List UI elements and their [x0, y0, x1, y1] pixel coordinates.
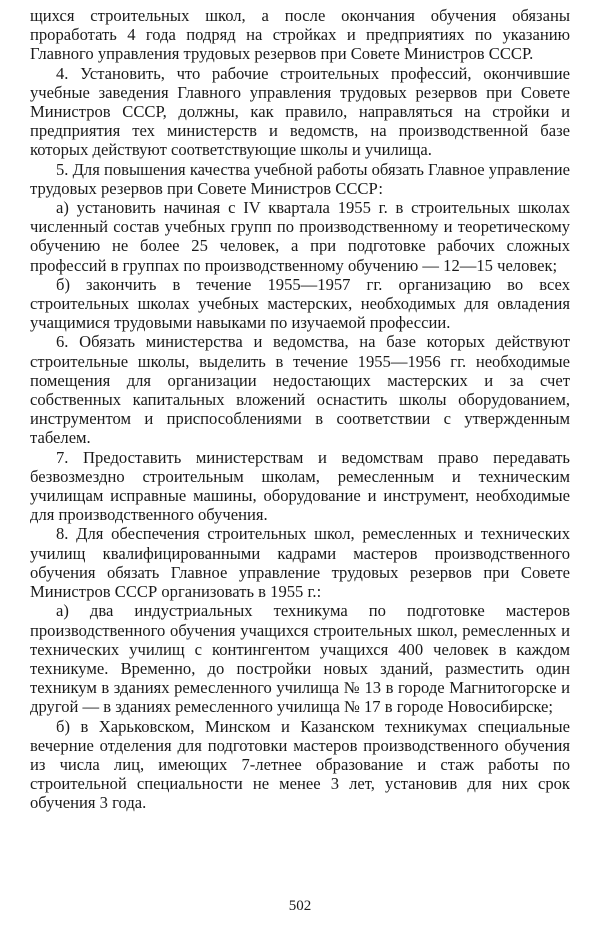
page-number: 502	[288, 898, 312, 914]
document-page	[30, 6, 570, 813]
paragraph-item-5a: а) установить начиная с IV квартала 1955 г. в строительных школах численный состав учебных групп по производственному и теоретическому обучению не более 25 человек, а при подготовке рабочих сложных профессий в группах по производственному обучению — 12—15 человек;	[30, 198, 570, 275]
paragraph-item-5b: б) закончить в течение 1955—1957 гг. организацию во всех строительных школах учебных мастерских, необходимых для овладения учащимися трудовыми навыками по изучаемой профессии.	[30, 274, 570, 333]
paragraph-item-4: 4. Установить, что рабочие строительных профессий, окончившие учебные заведения Главного управления трудовых резервов при Совете Министров СССР, должны, как правило, направляться на стройки и предприятия тех министерств и ведомств, на производственной базе которых действуют соответствующие школы и училища.	[30, 63, 570, 160]
paragraph-item-6: 6. Обязать министерства и ведомства, на базе которых действуют строительные школы, выделить в течение 1955—1956 гг. необходимые помещения для организации недостающих мастерских и за счет собственных капитальных вложений оснастить школы оборудованием, инструментом и приспособлениями в соответствии с утвержденным табелем.	[30, 332, 570, 448]
paragraph-item-8b: б) в Харьковском, Минском и Казанском техникумах специальные вечерние отделения для подготовки мастеров производственного обучения из числа лиц, имеющих 7-летнее образование и стаж работы по строительной специальности не менее 3 лет, установив для них срок обучения 3 года.	[30, 716, 570, 813]
paragraph-continuation: щихся строительных школ, а после окончания обучения обязаны проработать 4 года подряд на стройках и предприятиях по указанию Главного управления трудовых резервов при Совете Министров СССР.	[30, 6, 570, 64]
paragraph-item-5: 5. Для повышения качества учебной работы обязать Главное управление трудовых резервов при Совете Министров СССР:	[30, 159, 570, 198]
paragraph-item-7: 7. Предоставить министерствам и ведомствам право передавать безвозмездно строительным школам, ремесленным и техническим училищам исправные машины, оборудование и инструмент, необходимые для производственного обучения.	[30, 447, 570, 525]
paragraph-item-8a: а) два индустриальных техникума по подготовке мастеров производственного обучения учащихся строительных школ, ремесленных и технических училищ с контингентом учащихся 400 человек в каждом техникуме. Временно, до постройки новых зданий, разместить один техникум в зданиях ремесленного училища № 13 в городе Магнитогорске и другой — в зданиях ремесленного училища № 17 в городе Новосибирске;	[30, 601, 570, 717]
paragraph-item-8: 8. Для обеспечения строительных школ, ремесленных и технических училищ квалифицированными кадрами мастеров производственного обучения обязать Главное управление трудовых резервов при Совете Министров СССР организовать в 1955 г.:	[30, 524, 570, 602]
